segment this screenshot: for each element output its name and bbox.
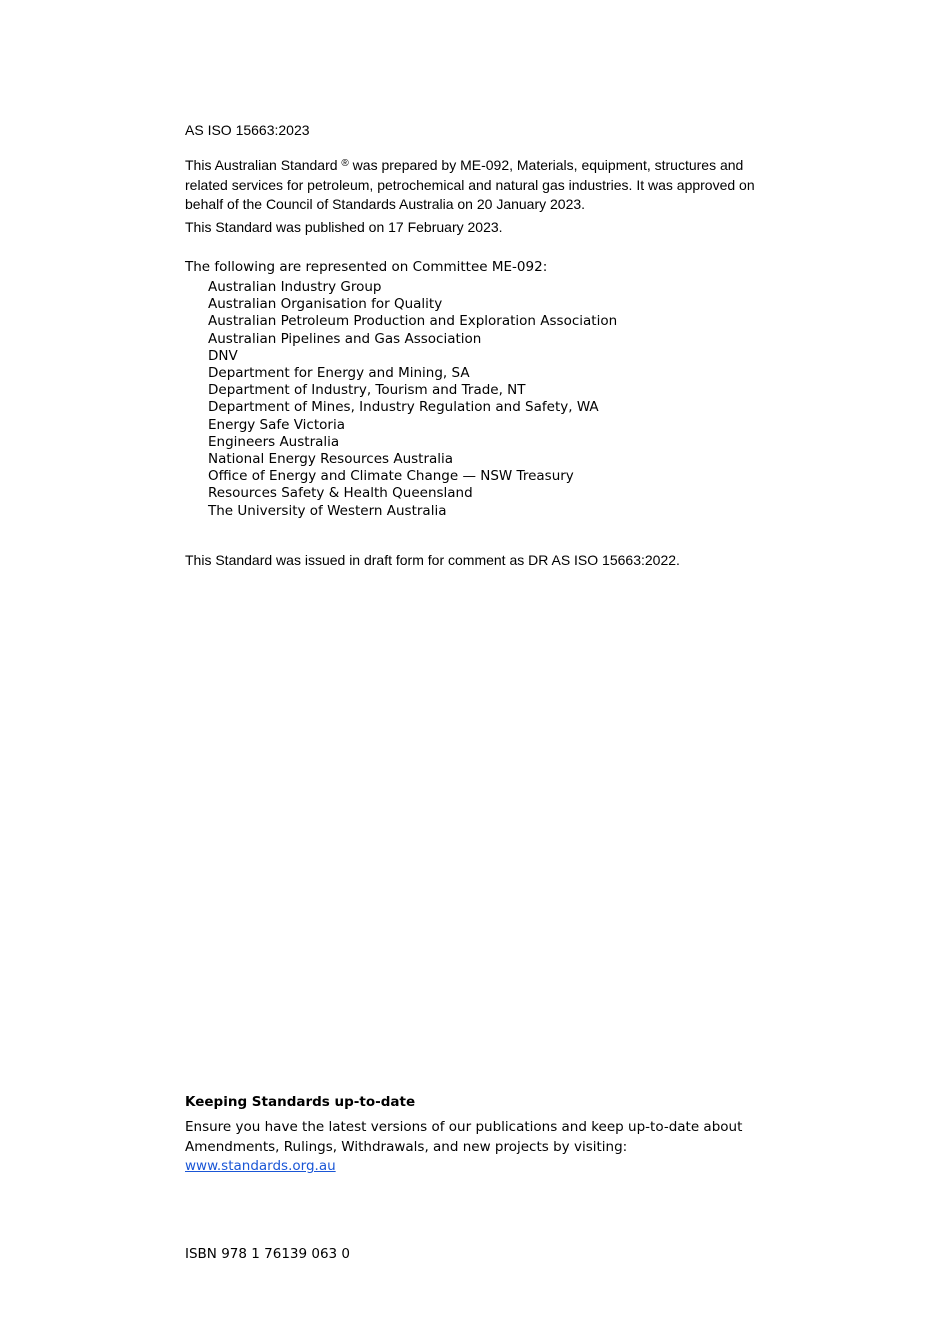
committee-member: The University of Western Australia <box>208 502 447 519</box>
document-id: AS ISO 15663:2023 <box>185 122 310 138</box>
keeping-up-to-date-text <box>185 1118 785 1177</box>
committee-member: Department of Mines, Industry Regulation and Safety, WA <box>208 399 599 416</box>
committee-member: National Energy Resources Australia <box>208 451 454 468</box>
committee-heading: The following are represented on Committee ME-092: <box>185 259 548 275</box>
committee-member: Department of Industry, Tourism and Trade, NT <box>208 382 526 399</box>
committee-member: Energy Safe Victoria <box>208 416 345 433</box>
draft-note: This Standard was issued in draft form for comment as DR AS ISO 15663:2022. <box>185 552 680 568</box>
keeping-up-to-date-heading: Keeping Standards up-to-date <box>185 1094 416 1110</box>
committee-member: Australian Pipelines and Gas Association <box>208 330 482 347</box>
published-date-text: This Standard was published on 17 February 2023. <box>185 219 503 235</box>
committee-member: Office of Energy and Climate Change — NSW Treasury <box>208 468 574 485</box>
registered-mark: ® <box>341 158 349 169</box>
standards-website-link[interactable]: www.standards.org.au <box>185 1158 336 1174</box>
intro-text-end: was prepared by ME-092, Materials, equipment, structures and related services for petroleum, petrochemical and natural gas industries. It was approved on behalf of the Council of Standards Australia on 20 January 2023. <box>185 157 755 212</box>
committee-member: Australian Industry Group <box>208 279 382 295</box>
intro-text-start: This Australian Standard <box>185 157 342 173</box>
committee-member: Engineers Australia <box>208 433 340 450</box>
committee-member: Australian Petroleum Production and Exploration Association <box>208 313 618 330</box>
committee-member-list <box>208 279 617 520</box>
intro-paragraph <box>185 154 775 215</box>
keeping-up-to-date-body: Ensure you have the latest versions of our publications and keep up-to-date about Amendments, Rulings, Withdrawals, and new projects by visiting: <box>185 1119 743 1155</box>
committee-member: Resources Safety & Health Queensland <box>208 485 473 502</box>
isbn-text: ISBN 978 1 76139 063 0 <box>185 1246 351 1262</box>
committee-member: Department for Energy and Mining, SA <box>208 365 470 382</box>
committee-member: DNV <box>208 347 238 364</box>
committee-member: Australian Organisation for Quality <box>208 296 443 313</box>
